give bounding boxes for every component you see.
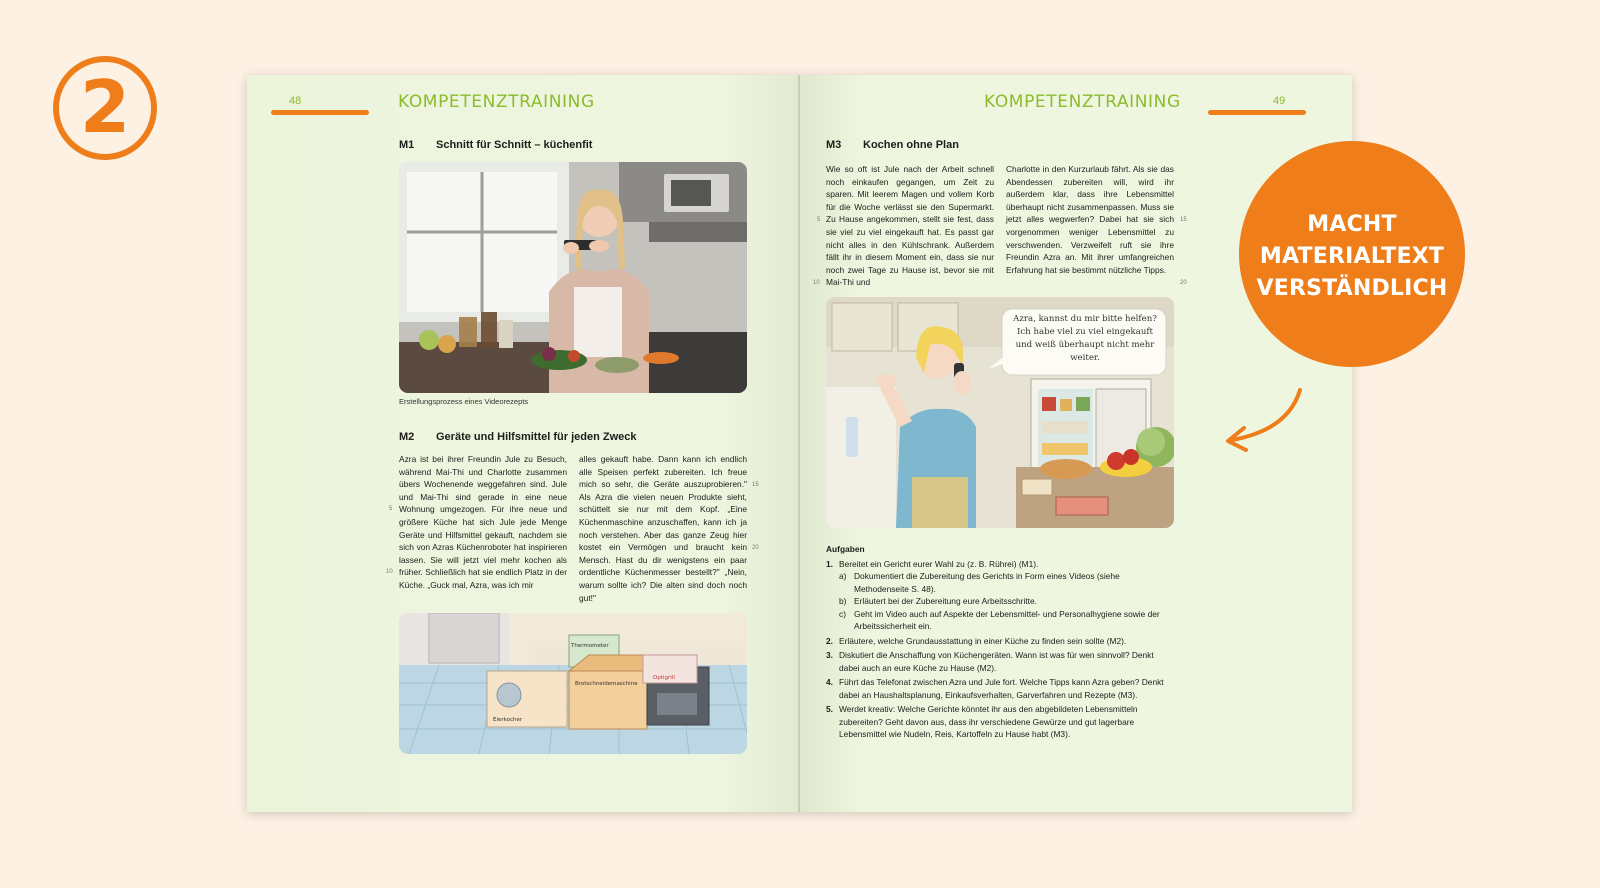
curved-arrow-icon [1218, 386, 1308, 456]
line-number: 15 [752, 482, 759, 488]
page-number: 48 [289, 95, 302, 107]
task-subtext: Dokumentiert die Zubereitung des Gerichts in Form eines Videos (siehe Methodenseite S. 48). [854, 571, 1120, 594]
task-text: Erläutere, welche Grundausstattung in einer Küche zu finden sein sollte (M2). [839, 635, 1127, 646]
textbook-spread [247, 75, 1352, 812]
task-text: Werdet kreativ: Welche Gerichte könntet ihr aus den abgebildeten Lebensmitteln zubereiten? Geht davon aus, dass ihr verschiedene Gewürze und gut lagerbare Lebensmittel wie Nudeln, Reis, Kartoffeln zu Hause habt (M3). [839, 704, 1138, 739]
task-subitem [839, 608, 1176, 633]
task-text: Führt das Telefonat zwischen Azra und Jule fort. Welche Tipps kann Azra geben? Denkt dabei an Haushaltsplanung, Einkaufsverhalten, Garverfahren und Rezepte (M3). [839, 677, 1164, 700]
speech-bubble-text: Azra, kannst du mir bitte helfen? Ich habe viel zu viel eingekauft und weiß überhaupt nicht mehr weiter. [1013, 314, 1157, 363]
m3-text-col1: Wie so oft ist Jule nach der Arbeit schnell noch einkaufen gegangen, um Zeit zu sparen. Mit leerem Magen und vollem Korb für die Woche verlässt sie den Supermarkt. Zu Hause angekommen, stellt sie fest, dass sie viel zu viel eingekauft hat. Es passt gar nicht alles in den Kühlschrank. Außerdem fällt ihr in diesem Moment ein, dass sie nur noch zwei Tage zu Hause ist, bevor sie mit Mai-Thi und [826, 164, 994, 288]
box-label: Optigrill [653, 675, 675, 681]
task-subtext: Geht im Video auch auf Aspekte der Lebensmittel- und Personalhygiene sowie der Arbeitssicherheit ein. [854, 608, 1160, 631]
m2-text [399, 453, 747, 603]
line-number: 10 [386, 569, 393, 575]
page-bar [271, 110, 369, 115]
task-letter: a) [839, 571, 847, 581]
task-item [826, 558, 1176, 633]
task-letter: b) [839, 596, 847, 606]
m2-text-col1: Azra ist bei ihrer Freundin Jule zu Besuch, während Mai-Thi und Charlotte zusammen übers Wochenende weggefahren sind. Jule und Mai-Thi sind gerade in eine neue Wohnung umgezogen. Für ihre neue und größere Küche hat sich Jule jede Menge Geräte und Hilfsmittel gekauft, nachdem sie sich von Azras Küchenroboter hat inspirieren lassen. Sie will jetzt viel mehr kochen als früher. Schließlich hat sie endlich Platz in der Küche. „Guck mal, Azra, was ich mir [399, 454, 567, 590]
line-number: 5 [389, 506, 393, 512]
line-number: 10 [813, 280, 820, 286]
m3-code: M3 [826, 139, 842, 151]
callout-badge [1239, 141, 1465, 367]
line-number: 15 [1180, 217, 1187, 223]
phone-call-illustration [826, 297, 1174, 528]
m1-title: Schnitt für Schnitt – küchenfit [436, 139, 593, 151]
section-title: KOMPETENZTRAINING [984, 92, 1181, 112]
m3-heading [826, 139, 959, 151]
tasks-section [826, 543, 1176, 743]
task-item [826, 703, 1176, 741]
m3-title: Kochen ohne Plan [863, 139, 959, 151]
line-number: 20 [1180, 280, 1187, 286]
task-item [826, 635, 1176, 648]
m1-code: M1 [399, 139, 415, 151]
m2-heading [399, 431, 637, 443]
task-number: 4. [826, 677, 833, 687]
m3-text [826, 163, 1174, 293]
task-text: Bereitet ein Gericht eurer Wahl zu (z. B. Rührei) (M1). [839, 558, 1039, 569]
task-item [826, 676, 1176, 701]
task-item [826, 649, 1176, 674]
line-number: 20 [752, 545, 759, 551]
m1-caption: Erstellungsprozess eines Videorezepts [399, 397, 529, 406]
section-title: KOMPETENZTRAINING [398, 92, 595, 112]
task-subitem [839, 595, 1176, 608]
badge-line: VERSTÄNDLICH [1256, 276, 1448, 301]
badge-line: MATERIALTEXT [1259, 244, 1445, 269]
task-text: Diskutiert die Anschaffung von Küchengeräten. Wann ist was für wen sinnvoll? Denkt dabei auch an eure Küche zu Hause (M2). [839, 650, 1154, 673]
m2-text-col2: alles gekauft habe. Dann kann ich endlich alle Speisen perfekt zubereiten. Ich freue mich so sehr, die Geräte auszuprobieren." Als Azra die vielen neuen Produkte sieht, schüttelt sie nur mit dem Kopf. „Eine Küchenmaschine anzuschaffen, kann ich ja noch verstehen. Aber das ganze Zeug hier kostet ein Vermögen und braucht kein Mensch. Hast du dir wenigstens ein paar ordentliche Küchenmesser bestellt?" „Nein, warum sollte ich? Die alten sind doch noch gut!" [579, 454, 747, 603]
page-number: 49 [1273, 95, 1286, 107]
m2-title: Geräte und Hilfsmittel für jeden Zweck [436, 431, 637, 443]
m1-heading [399, 139, 592, 151]
task-number: 3. [826, 650, 833, 660]
tasks-heading: Aufgaben [826, 544, 865, 554]
box-label: Eierkocher [493, 717, 523, 723]
badge-line: MACHT [1307, 212, 1397, 237]
task-subitem [839, 570, 1176, 595]
kitchen-photo [399, 162, 747, 393]
task-number: 2. [826, 635, 833, 646]
m3-text-col2: Charlotte in den Kurzurlaub fährt. Als sie das Abendessen zubereiten will, wird ihr außerdem klar, dass ihre Lebensmittel überhaupt nicht zusammenpassen. Muss sie jetzt alles wegwerfen? Dabei hat sie sich vorgenommen weniger Lebensmittel zu verschwenden. Verzweifelt ruft sie ihre Freundin Azra an. Mit ihrer umfangreichen Erfahrung hat sie bestimmt nützliche Tipps. [1006, 164, 1174, 275]
step-number-badge: 2 [53, 56, 157, 160]
task-number: 5. [826, 704, 833, 714]
task-number: 1. [826, 558, 833, 569]
left-page [247, 75, 799, 812]
appliance-boxes-illustration [399, 613, 747, 754]
task-subtext: Erläutert bei der Zubereitung eure Arbeitsschritte. [854, 596, 1037, 606]
m2-code: M2 [399, 431, 415, 443]
box-label: Brotschneidemaschine [575, 681, 638, 687]
line-number: 5 [817, 217, 821, 223]
task-letter: c) [839, 608, 846, 619]
page-bar [1208, 110, 1306, 115]
box-label: Thermometer [571, 643, 609, 649]
